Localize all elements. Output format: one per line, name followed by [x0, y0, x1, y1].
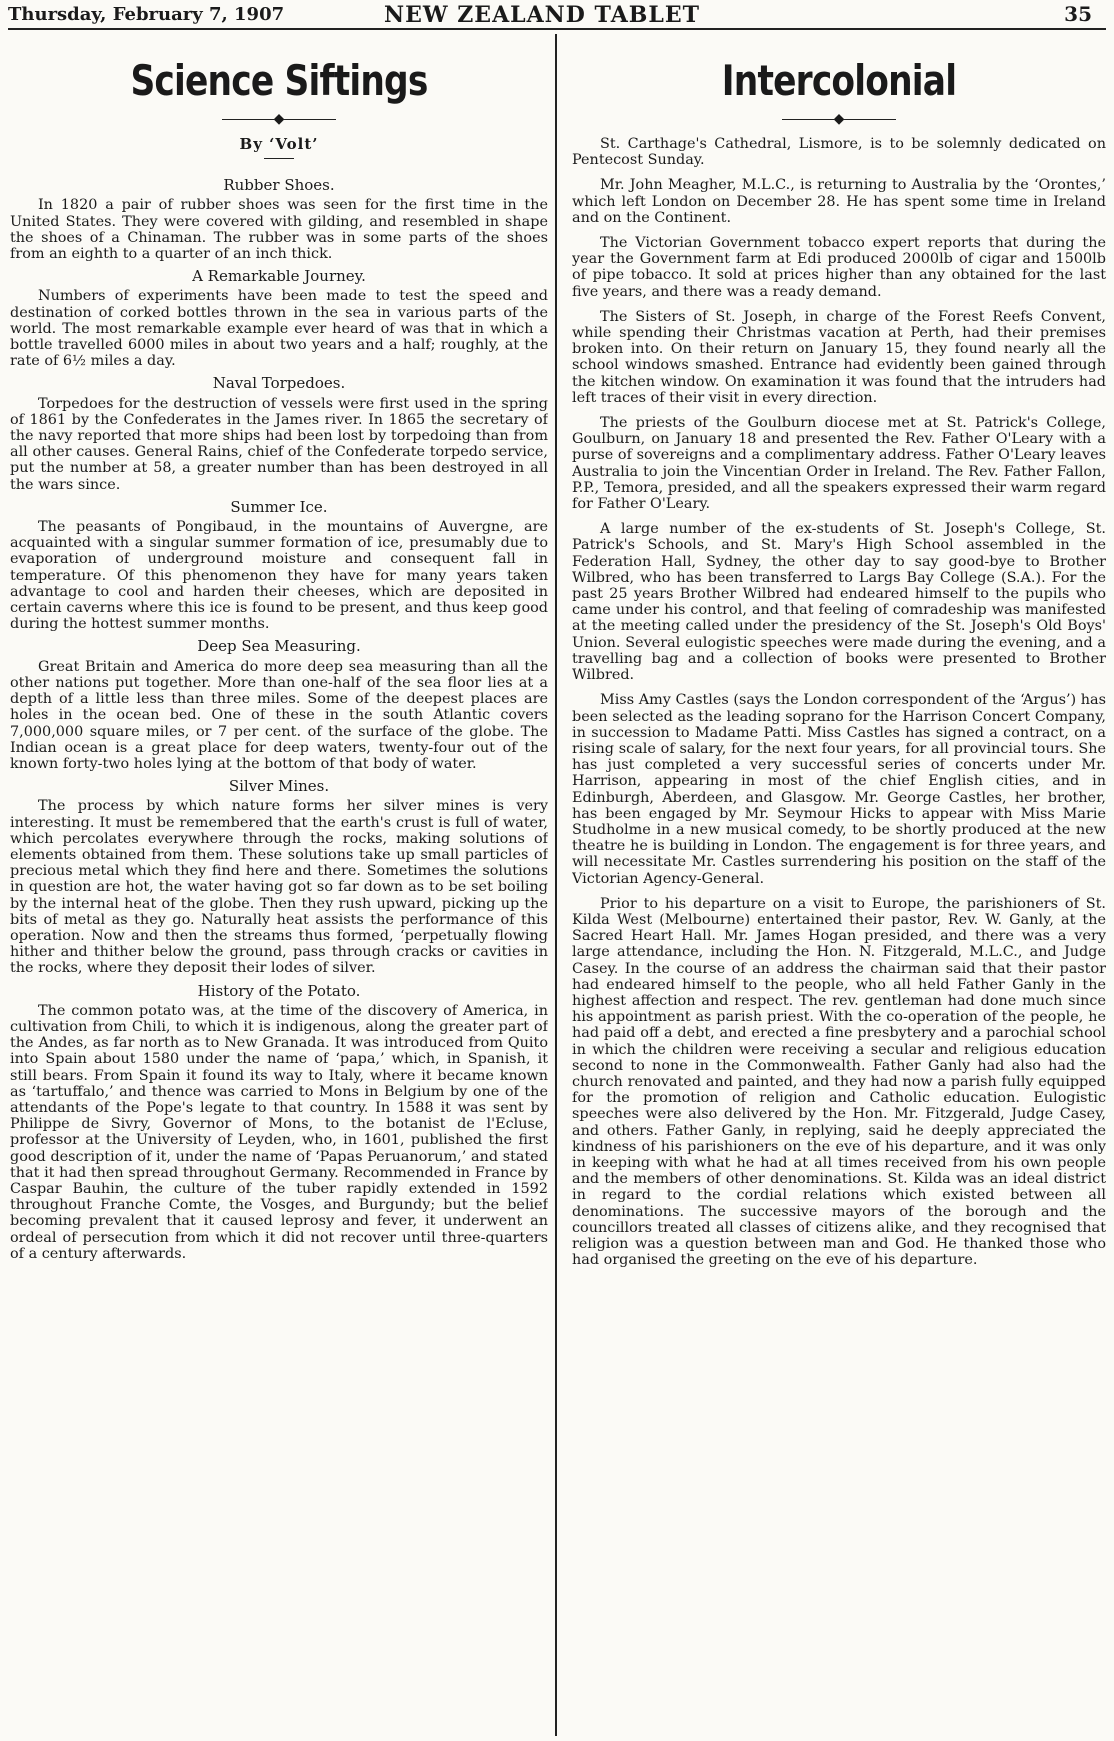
article-paragraph: In 1820 a pair of rubber shoes was seen for the first time in the United States. They were covered with gilding, and resembled in shape the shoes of a Chinaman. The rubber was in some parts of the shoes from an eighth to a quarter of an inch thick.: [10, 197, 548, 263]
page-number: 35: [1064, 2, 1092, 26]
publication-title: NEW ZEALAND TABLET: [384, 2, 700, 28]
title-ornament: ◆: [572, 112, 1106, 126]
news-item: A large number of the ex-students of St. Joseph's College, St. Patrick's Schools, and St. Mary's High School assembled in the Federation Hall, Sydney, the other day to say good-bye to Brother Wilbred, who has been transferred to Largs Bay College (S.A.). For the past 25 years Brother Wilbred had endeared himself to the pupils who came under his control, and that feeling of comradeship was manifested at the meeting called under the presidency of the St. Joseph's Old Boys' Union. Several eulogistic speeches were made during the evening, and a travelling bag and a collection of books were presented to Brother Wilbred.: [572, 521, 1106, 684]
column-divider: [555, 34, 557, 1736]
news-item: The priests of the Goulburn diocese met at St. Patrick's College, Goulburn, on January 18 and presented the Rev. Father O'Leary with a purse of sovereigns and a complimentary address. Father O'Leary leaves Australia to join the Vincentian Order in Ireland. The Rev. Father Fallon, P.P., Temora, presided, and all the speakers expressed their warm regard for Father O'Leary.: [572, 415, 1106, 513]
article-heading: Rubber Shoes.: [223, 176, 335, 195]
article-paragraph: Torpedoes for the destruction of vessels were first used in the spring of 1861 by the Confederates in the James river. In 1865 the secretary of the navy reported that more ships had been lost by torpedoing than from all other causes. General Rains, chief of the Confederate torpedo service, put the number at 58, a greater number than has been destroyed in all the wars since.: [10, 395, 548, 493]
news-item: Miss Amy Castles (says the London correspondent of the ‘Argus’) has been selected as the leading soprano for the Harrison Concert Company, in succession to Madame Patti. Miss Castles has signed a contract, on a rising scale of salary, for the next four years, for all provincial tours. She has just completed a very successful series of concerts under Mr. Harrison, appearing in most of the chief English cities, and in Edinburgh, Aberdeen, and Glasgow. Mr. George Castles, her brother, has been engaged by Mr. Seymour Hicks to appear with Miss Marie Studholme in a new musical comedy, to be shortly produced at the new theatre he is building in London. The engagement is for three years, and will necessitate Mr. Castles surrendering his position on the staff of the Victorian Agency-General.: [572, 692, 1106, 887]
news-item: The Sisters of St. Joseph, in charge of the Forest Reefs Convent, while spending their Christmas vacation at Perth, had their premises broken into. On their return on January 15, they found nearly all the school windows smashed. Entrance had evidently been gained through the kitchen window. On examination it was found that the intruders had left traces of their visit in every direction.: [572, 308, 1106, 406]
title-ornament: ◆: [10, 112, 548, 126]
science-siftings-column: [10, 38, 548, 1738]
article-rubber-shoes: [10, 177, 548, 262]
intercolonial-title: Intercolonial: [721, 56, 957, 105]
article-summer-ice: [10, 499, 548, 633]
issue-date: Thursday, February 7, 1907: [8, 4, 285, 25]
article-silver-mines: [10, 778, 548, 976]
byline-rule: [264, 158, 294, 159]
article-remarkable-journey: [10, 268, 548, 369]
article-paragraph: Great Britain and America do more deep sea measuring than all the other nations put together. More than one-half of the sea floor lies at a depth of a little less than three miles. Some of the deepest places are holes in the ocean bed. One of these in the south Atlantic covers 7,000,000 square miles, or 7 per cent. of the surface of the globe. The Indian ocean is a great place for deep waters, twenty-four out of the known forty-two holes lying at the bottom of that body of water.: [10, 658, 548, 772]
article-deep-sea-measuring: [10, 638, 548, 772]
news-item: Prior to his departure on a visit to Europe, the parishioners of St. Kilda West (Melbourne) entertained their pastor, Rev. W. Ganly, at the Sacred Heart Hall. Mr. James Hogan presided, and there was a very large attendance, including the Hon. N. Fitzgerald, M.L.C., and Judge Casey. In the course of an address the chairman said that their pastor had endeared himself to the people, who all held Father Ganly in the highest affection and respect. The rev. gentleman had done much since his appointment as parish priest. With the co-operation of the people, he had paid off a debt, and erected a fine presbytery and a parochial school in which the children were receiving a secular and religious education second to none in the Commonwealth. Father Ganly had also had the church renovated and painted, and they had now a parish fully equipped for the promotion of religion and Catholic education. Eulogistic speeches were also delivered by the Hon. Mr. Fitzgerald, Judge Casey, and others. Father Ganly, in replying, said he deeply appreciated the kindness of his parishioners on the eve of his departure, and it was only in keeping with what he had at all times received from his own people and the members of other denominations. St. Kilda was an ideal district in regard to the cordial relations which existed between all denominations. The successive mayors of the borough and the councillors treated all classes of citizens alike, and they recognised that religion was a question between man and God. He thanked those who had organised the greeting on the eve of his departure.: [572, 895, 1106, 1269]
science-siftings-title: Science Siftings: [130, 56, 428, 105]
news-item: St. Carthage's Cathedral, Lismore, is to be solemnly dedicated on Pentecost Sunday.: [572, 136, 1106, 169]
article-paragraph: Numbers of experiments have been made to test the speed and destination of corked bottles thrown in the sea in various parts of the world. The most remarkable example ever heard of was that in which a bottle travelled 6000 miles in about two years and a half; roughly, at the rate of 6½ miles a day.: [10, 288, 548, 370]
news-item: The Victorian Government tobacco expert reports that during the year the Government farm at Edi produced 2000lb of cigar and 1500lb of pipe tobacco. It sold at prices higher than any obtained for the last five years, and there was a ready demand.: [572, 235, 1106, 300]
article-heading: A Remarkable Journey.: [192, 267, 366, 286]
article-paragraph: The peasants of Pongibaud, in the mountains of Auvergne, are acquainted with a singular summer formation of ice, presumably due to evaporation of underground moisture and consequent fall in temperature. Of this phenomenon they have for many years taken advantage to cool and harden their cheeses, which are deposited in certain caverns where this ice is found to be present, and thus keep good during the hottest summer months.: [10, 519, 548, 633]
article-heading: Silver Mines.: [228, 777, 330, 796]
article-heading: History of the Potato.: [197, 981, 361, 1000]
article-naval-torpedoes: [10, 375, 548, 492]
article-paragraph: The process by which nature forms her silver mines is very interesting. It must be remembered that the earth's crust is full of water, which percolates everywhere through the rocks, making solutions of elements obtained from them. These solutions take up small particles of precious metal which they find here and there. Sometimes the solutions in question are hot, the water having got so far down as to be set boiling by the internal heat of the globe. Then they rush upward, picking up the bits of metal as they go. Naturally heat assists the performance of this operation. Now and then the streams thus formed, ‘perpetually flowing hither and thither below the ground, pass through cracks or cavities in the rocks, where they deposit their lodes of silver.: [10, 798, 548, 977]
intercolonial-column: [572, 38, 1106, 1738]
article-heading: Summer Ice.: [230, 497, 328, 516]
article-paragraph: The common potato was, at the time of the discovery of America, in cultivation from Chili, to which it is indigenous, along the greater part of the Andes, as far north as to New Granada. It was introduced from Quito into Spain about 1580 under the name of ‘papa,’ which, in Spanish, it still bears. From Spain it found its way to Italy, where it became known as ‘tartuffalo,’ and thence was carried to Mons in Belgium by one of the attendants of the Pope's legate to that country. In 1588 it was sent by Philippe de Sivry, Governor of Mons, to the botanist de l'Ecluse, professor at the University of Leyden, who, in 1601, published the first good description of it, under the name of ‘Papas Peruanorum,’ and stated that it had then spread throughout Germany. Recommended in France by Caspar Bauhin, the culture of the tuber rapidly extended in 1592 throughout Franche Comte, the Vosges, and Burgundy; but the belief becoming prevalent that it caused leprosy and fever, it underwent an ordeal of persecution from which it did not recover until three-quarters of a century afterwards.: [10, 1002, 548, 1262]
news-item: Mr. John Meagher, M.L.C., is returning to Australia by the ‘Orontes,’ which left London on December 28. He has spent some time in Ireland and on the Continent.: [572, 177, 1106, 226]
page-header: [8, 2, 1106, 30]
byline: By ‘Volt’: [239, 135, 319, 153]
article-heading: Naval Torpedoes.: [212, 374, 346, 393]
article-heading: Deep Sea Measuring.: [197, 637, 361, 656]
article-history-of-potato: [10, 983, 548, 1262]
